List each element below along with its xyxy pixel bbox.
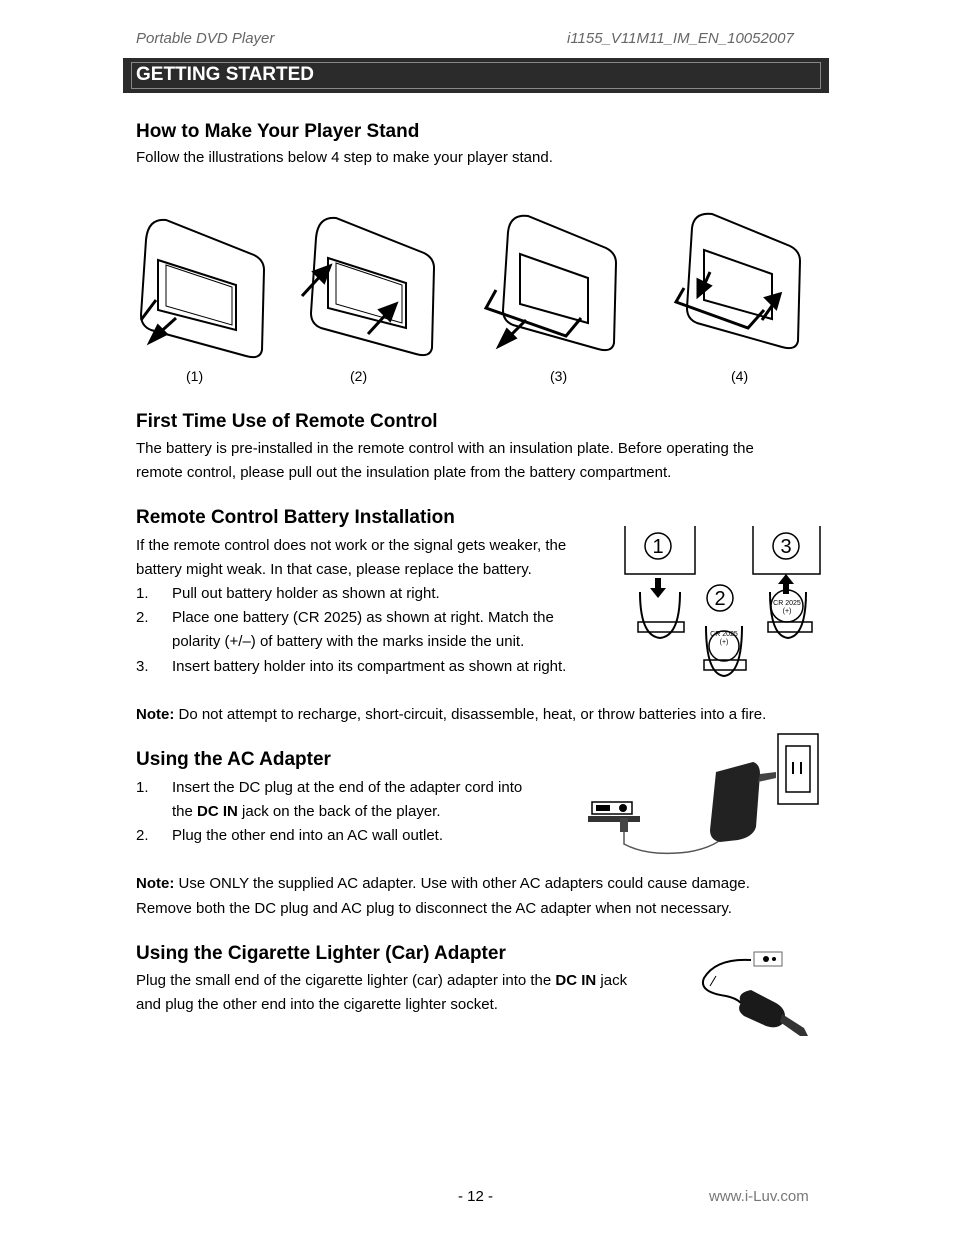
battery-step-2-text2: polarity (+/–) of battery with the marks inside the unit. (172, 633, 525, 650)
note-1-label: Note: (136, 706, 175, 723)
stand-caption-2: (2) (350, 368, 368, 384)
note-2-text: Use ONLY the supplied AC adapter. Use with other AC adapters could cause damage. (174, 875, 750, 892)
note-2-label: Note: (136, 875, 175, 892)
battery-step-2-num: 2. (136, 609, 149, 626)
page-number: - 12 - (458, 1188, 494, 1205)
stand-illustrations (136, 210, 816, 360)
stand-caption-4: (4) (731, 368, 749, 384)
ac-step-1-num: 1. (136, 779, 149, 796)
battery-heading: Remote Control Battery Installation (136, 507, 455, 528)
ac-step-2-text: Plug the other end into an AC wall outlet. (172, 827, 444, 844)
battery-step-1-text: Pull out battery holder as shown at right. (172, 585, 440, 602)
header-doc-title: Portable DVD Player (136, 30, 275, 47)
remote-first-heading: First Time Use of Remote Control (136, 411, 438, 432)
battery-figure-cell-polarity-a: (+) (782, 608, 792, 615)
battery-step-2-text: Place one battery (CR 2025) as shown at right. Match the (172, 609, 554, 626)
battery-line2: battery might weak. In that case, please replace the battery. (136, 561, 532, 578)
stand-caption-1: (1) (186, 368, 204, 384)
battery-step-1-num: 1. (136, 585, 149, 602)
battery-figure-step-1: 1 (652, 536, 664, 558)
ac-step-2-num: 2. (136, 827, 149, 844)
car-line2: and plug the other end into the cigarette lighter socket. (136, 996, 498, 1013)
car-dc-in-label: DC IN (555, 972, 597, 989)
battery-step-3-num: 3. (136, 658, 149, 675)
battery-step-3-text: Insert battery holder into its compartment as shown at right. (172, 658, 567, 675)
ac-adapter-figure (588, 732, 820, 864)
section-bar (123, 58, 829, 93)
battery-figure-cell-polarity-b: (+) (719, 639, 729, 646)
stand-heading: How to Make Your Player Stand (136, 121, 420, 142)
note-2 (136, 872, 750, 896)
battery-figure-step-2: 2 (714, 588, 726, 610)
battery-line1: If the remote control does not work or the signal gets weaker, the (136, 537, 567, 554)
battery-figure-cell-label-a: CR 2025 (773, 600, 801, 607)
battery-figure-cell-label-b: CR 2025 (710, 631, 738, 638)
note-1-text: Do not attempt to recharge, short-circuit, disassemble, heat, or throw batteries into a fire. (174, 706, 767, 723)
section-title: GETTING STARTED (136, 64, 315, 85)
remote-first-line1: The battery is pre-installed in the remote control with an insulation plate. Before operating the (136, 440, 754, 457)
stand-intro: Follow the illustrations below 4 step to make your player stand. (136, 149, 553, 166)
header-doc-code: i1155_V11M11_IM_EN_10052007 (567, 30, 794, 47)
note-1 (136, 703, 766, 727)
ac-heading: Using the AC Adapter (136, 749, 331, 770)
stand-caption-3: (3) (550, 368, 568, 384)
car-adapter-figure (696, 948, 816, 1040)
car-heading: Using the Cigarette Lighter (Car) Adapter (136, 943, 506, 964)
battery-figure (620, 526, 825, 684)
note-2-line2: Remove both the DC plug and AC plug to disconnect the AC adapter when not necessary. (136, 900, 732, 917)
footer-url: www.i-Luv.com (709, 1188, 809, 1205)
ac-dc-in-label: DC IN (197, 803, 238, 820)
remote-first-line2: remote control, please pull out the insulation plate from the battery compartment. (136, 464, 672, 481)
ac-step-1-line2: the DC IN jack on the back of the player. (172, 803, 441, 820)
battery-figure-step-3: 3 (780, 536, 792, 558)
car-line1: Plug the small end of the cigarette lighter (car) adapter into the DC IN jack (136, 972, 628, 989)
ac-step-1-line1: Insert the DC plug at the end of the adapter cord into (172, 779, 523, 796)
